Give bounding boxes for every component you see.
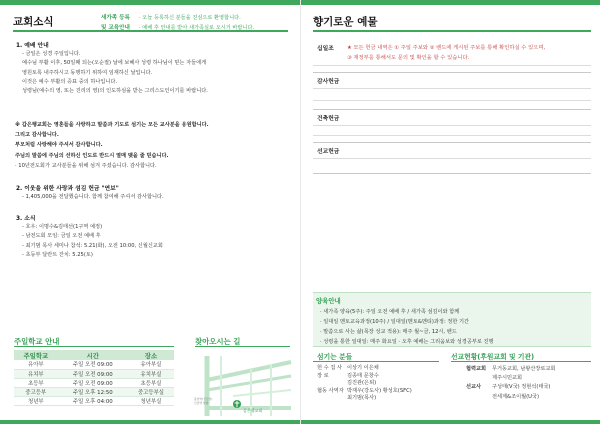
serving-names: 김종태 문창수 [347,372,379,379]
sunday-school-divider [14,346,174,347]
ruled-line [313,135,591,136]
body-line: - 초등부 달란트 잔치: 5.25(토) [22,251,93,258]
table-cell: 유아부실 [128,360,174,369]
notice-label: 새가족 등록 [101,15,130,21]
body-line: 주님의 말씀에 주님의 선하신 인도로 반드시 열매 맺을 줄 믿습니다. [15,152,169,159]
road-label: 봉천역(신림선) [194,397,213,401]
table-cell: 주일 오후 12:50 [58,387,128,396]
body-line: 영원토록 내주하시고 동행하기 위하여 임재하신 날입니다. [22,69,153,76]
table-row [14,360,174,369]
table-cell: 중고등부실 [128,387,174,396]
sunday-school-title: 주일학교 안내 [14,337,60,346]
section-news-heading: 3. 소식 [16,216,36,222]
directions-title: 찾아오시는 길 [195,337,241,346]
mission-names: 전세계&조이월(U국) [492,393,539,400]
page-title-offerings: 향기로운 예물 [313,16,378,28]
mission-category [466,374,492,383]
body-line: - 금일은 성경 주일입니다. [22,51,81,57]
ruled-line [313,88,591,89]
table-cell: 주일 오전 09:00 [58,360,128,369]
body-line: ※ 갑은행교회는 영혼들을 사랑하고 말씀과 기도로 섬기는 모든 교사분을 응원합니다. [15,122,209,128]
top-accent-bar [0,0,300,5]
table-row [14,378,174,387]
notice-text: · 오늘 등록하신 분들을 진심으로 환영합니다. [139,15,241,21]
column-header: 주일학교 [14,350,58,360]
note-line: ★ 모든 헌금 내역은 ① 주일 주보와 ② 밴드에 게시된 주보를 통해 확인하실 수 있으며, [347,45,546,51]
body-line: - 1,405,000을 전달했습니다. 함께 참여해 주셔서 감사합니다. [22,194,164,200]
mission-names: 제주시민교회 [492,375,523,382]
list-item [317,395,437,403]
section-offering-heading: 2. 이웃을 위한 사랑과 섬김 헌금 "연보" [16,186,119,192]
offering-label: 건축헌금 [317,116,340,122]
list-item [466,383,591,392]
mission-list [466,365,591,402]
directions-map [193,350,293,418]
table-row [14,387,174,396]
offering-section-tithe [313,43,591,73]
mission-category: 협력교회 [466,366,487,372]
offering-label: 선교헌금 [317,149,340,155]
body-line: · 새가족 양육(5주): 주일 오전 예배 후 / 새가족 섬김이와 함께 [320,309,460,315]
offering-section-mission [313,146,591,174]
offering-label: 십일조 [317,46,334,52]
serving-list [317,365,437,403]
serving-names: 박재우(강도사) 황성호(SFC) [347,387,412,394]
body-line: 이것은 예수 부활의 증표 중의 하나입니다. [22,78,118,85]
body-line: 그리고 감사합니다. [15,132,59,139]
serving-title: 섬기는 분들 [317,353,353,361]
bottom-accent-bar [301,420,600,424]
table-header-row [14,350,174,360]
ruled-line [313,65,591,66]
list-item [317,373,437,381]
table-row [14,369,174,378]
serving-role [317,380,347,388]
nurture-guide-box [313,292,591,347]
list-item [317,388,437,396]
body-line: 부모처럼 사랑해야 주셔서 감사합니다. [15,142,103,149]
list-item [466,374,591,383]
nurture-guide-title: 양육안내 [316,297,341,305]
table-cell: 중고등부 [14,387,58,396]
nurture-guide-body [320,307,590,347]
mission-names: 구성태(V국) 정현석(태국) [492,384,551,391]
road-label: 신림역 방향 [194,401,209,405]
mission-category [466,393,492,402]
list-item [317,365,437,373]
column-header: 시간 [58,350,128,360]
body-line: · 일대일 멘토교육과정(10주) / 일대일(멘토&멘티)과정: 정한 기간 [320,319,470,325]
mission-status-title: 선교현황(후원교회 및 기관) [451,353,535,361]
body-line: - 최기범 목사 세미나 참석: 5.21(화), 오전 10:00, 신월신교회 [22,242,163,249]
table-cell: 주일 오전 09:00 [58,369,128,378]
note-line: ③ 재정부를 통해서도 문의 및 확인을 할 수 있습니다. [347,55,470,61]
newcomer-notice-row [101,14,291,24]
teacher-appreciation [15,120,287,171]
table-cell: 주일 오전 09:00 [58,378,128,387]
table-cell: 유치부 [14,369,58,378]
serving-names: 이상기 이은채 [347,365,379,371]
body-line: - 호우: 이명수&김태선(1구역 예정) [22,224,103,230]
list-item [466,365,591,374]
offering-note [347,43,587,63]
serving-role: 헌 수 집 사 [317,365,342,371]
section-worship-heading: 1. 예배 안내 [16,43,49,49]
offering-section-thanks [313,76,591,110]
offering-section-building [313,113,591,143]
ruled-line [313,125,591,126]
body-line: · 말씀으로 사는 삶(목장 성교 적용): 매주 월~금, 12시, 밴드 [320,329,457,335]
serving-names: 김진관(은퇴) [347,380,377,387]
bottom-accent-bar [0,420,300,424]
title-divider [313,30,591,32]
mission-divider [451,361,591,362]
sunday-school-table [14,350,174,406]
mission-names: 무거동교회, 남왕산장로교회 [492,366,556,372]
page-title-church-news: 교회소식 [13,16,54,28]
directions-divider [195,346,290,347]
table-cell: 유아부 [14,360,58,369]
list-item [466,393,591,402]
body-line: 예수님 부활 이후, 50일째 되는(오순절) 날에 보혜사 성령 하나님이 믿는 자들에게 [22,60,207,67]
top-accent-bar [301,0,600,5]
table-cell: 초등부실 [128,378,174,387]
serving-divider [313,361,439,362]
right-page [300,0,600,424]
list-item [317,380,437,388]
serving-role: 협동 사역자 [317,387,344,394]
table-cell: 청년부실 [128,396,174,405]
mission-category: 선교사 [466,384,482,391]
section-worship-body [22,50,290,96]
body-line: · 성령을 통한 일대일: 매주 화요일 · 오후 예배는 그리움보와 성경공부로 진행 [320,339,494,345]
notice-label: 및 교육안내 [101,24,130,31]
title-divider [13,30,288,32]
ruled-line [313,100,591,101]
body-line: - 남전도회 모임: 금일 오전 예배 후 [22,233,101,240]
table-cell: 청년부 [14,396,58,405]
church-map-label: 갑은행교회 [243,408,263,413]
table-cell: 유치부실 [128,369,174,378]
section-news-body [22,223,290,260]
body-line: · 10년전도회가 교사분들을 위해 섬겨 주셨습니다. 감사합니다. [15,162,157,169]
table-cell: 초등부 [14,378,58,387]
table-row [14,396,174,405]
serving-names: 최기범(목사) [347,395,377,402]
serving-role: 장 로 [317,372,329,379]
body-line: 성령님(예수의 영, 또는 진리의 영)의 인도하심을 받는 그리스도인이기를 바랍니다. [22,88,208,95]
notice-text: · 예배 후 안내를 받아 새가족실로 오시기 바랍니다. [139,24,255,31]
table-cell: 주일 오후 04:00 [58,396,128,405]
offering-label: 감사헌금 [317,79,340,85]
ruled-line [313,158,591,159]
serving-role [317,395,347,403]
section-offering-body [22,193,290,202]
column-header: 장소 [128,350,174,360]
